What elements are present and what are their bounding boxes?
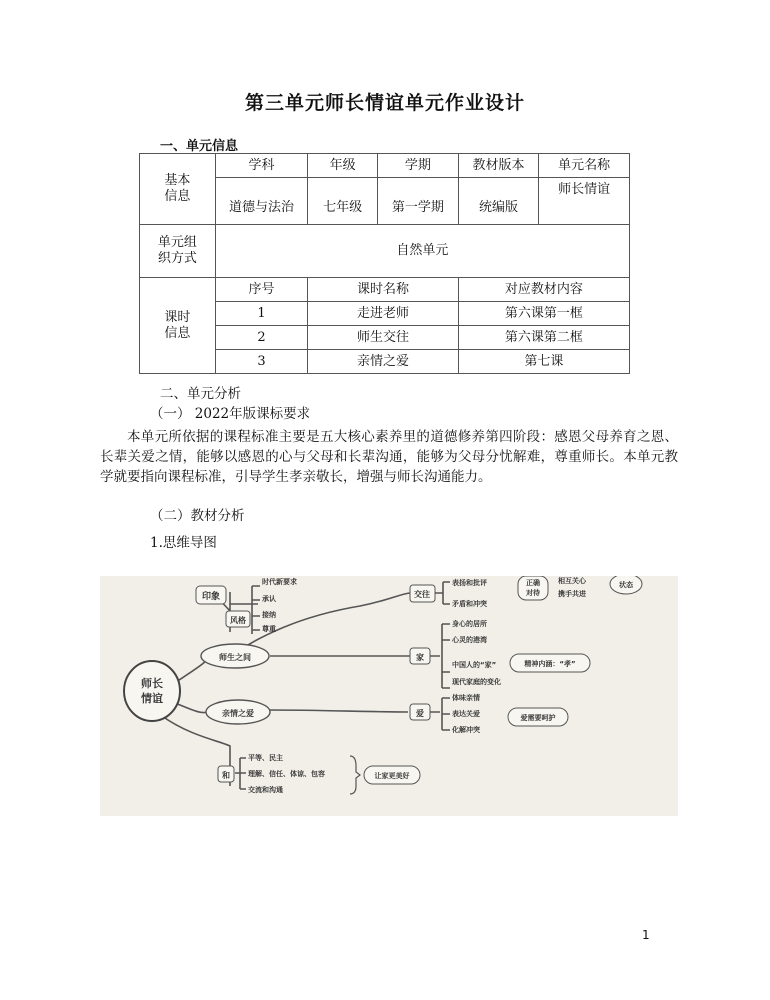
body-paragraph: 本单元所依据的课程标准主要是五大核心素养里的道德修养第四阶段：感恩父母养育之恩、长辈关爱之情，能够以感恩的心与父母和长辈沟通，能够为父母分忧解难，尊重师长。本单元教学就要指向课程标准，引导学生孝亲敬长，增强与师长沟通能力。: [100, 429, 678, 485]
node-zhengque-line1: 正确: [526, 579, 540, 587]
ai-item: 表达关爱: [452, 710, 480, 718]
subheading-textbook: （二）教材分析: [150, 508, 245, 524]
lesson-content: 第六课第二框: [458, 326, 629, 350]
lesson-header-number: 序号: [215, 278, 308, 302]
node-fengge: 风格: [230, 616, 246, 625]
header-subject: 学科: [215, 154, 308, 178]
lesson-name: 走进老师: [308, 302, 458, 326]
jia-item: 身心的居所: [452, 620, 487, 628]
section-heading-unit-info: 一、单元信息: [160, 139, 239, 154]
lesson-content: 第六课第一框: [458, 302, 629, 326]
lesson-header-content: 对应教材内容: [458, 278, 629, 302]
mind-map: [100, 576, 678, 816]
node-shisheng: 师生之间: [219, 653, 251, 662]
ai-item: 化解冲突: [452, 726, 480, 734]
ai-item: 体味亲情: [452, 694, 480, 702]
he-item: 交流和沟通: [248, 786, 283, 794]
node-zhuangtai: 状态: [619, 581, 633, 589]
fengge-item: 接纳: [262, 611, 276, 619]
xiangsheng-item: 携手共进: [558, 590, 586, 598]
value-unit-name: 师长情谊: [539, 178, 630, 225]
node-he-result: 让家更美好: [374, 772, 410, 780]
subheading-curriculum: （一） 2022年版课标要求: [150, 406, 311, 422]
header-edition: 教材版本: [458, 154, 539, 178]
value-subject: 道德与法治: [215, 178, 308, 225]
value-edition: 统编版: [458, 178, 539, 225]
lesson-info-label: 课时 信息: [140, 278, 216, 374]
fengge-item: 尊重: [262, 625, 276, 633]
node-yinxiang: 印象: [201, 592, 221, 602]
node-jiaowang: 交往: [414, 590, 430, 599]
node-ai: 爱: [416, 709, 424, 718]
jiaowang-item: 矛盾和冲突: [452, 600, 487, 608]
lesson-name: 师生交往: [308, 326, 458, 350]
header-unit-name: 单元名称: [539, 154, 630, 178]
node-jia: 家: [416, 653, 424, 662]
header-grade: 年级: [308, 154, 378, 178]
unit-info-table: [139, 153, 630, 374]
section-heading-unit-analysis: 二、单元分析: [160, 386, 241, 402]
page-title: 第三单元师长情谊单元作业设计: [244, 92, 525, 114]
node-jingshen: 精神内涵：“孝”: [524, 660, 576, 668]
fengge-item: 时代新要求: [262, 578, 297, 586]
lesson-number: 2: [215, 326, 308, 350]
center-node-line2: 情谊: [141, 692, 163, 705]
jia-item: 现代家庭的变化: [452, 678, 501, 686]
he-item: 平等、民主: [248, 754, 283, 762]
lesson-content: 第七课: [458, 350, 629, 374]
he-item: 理解、信任、体谅、包容: [248, 770, 325, 778]
node-ai-result: 爱需要呵护: [520, 714, 556, 722]
jia-item: 心灵的港湾: [452, 636, 487, 644]
page-number: 1: [642, 928, 650, 942]
item-mindmap-label: 1.思维导图: [150, 535, 217, 551]
node-zhengque-line2: 对待: [526, 589, 540, 597]
basic-info-label: 基本 信息: [140, 154, 216, 225]
lesson-name: 亲情之爱: [308, 350, 458, 374]
org-value: 自然单元: [215, 225, 629, 278]
value-semester: 第一学期: [378, 178, 459, 225]
jiaowang-item: 表扬和批评: [452, 579, 487, 587]
center-node-line1: 师长: [141, 677, 163, 690]
lesson-number: 3: [215, 350, 308, 374]
node-he: 和: [222, 771, 230, 780]
fengge-item: 承认: [262, 595, 276, 603]
org-label: 单元组 织方式: [140, 225, 216, 278]
node-qinqing: 亲情之爱: [222, 709, 254, 718]
lesson-number: 1: [215, 302, 308, 326]
jia-item: 中国人的“家”: [452, 661, 497, 669]
value-grade: 七年级: [308, 178, 378, 225]
header-semester: 学期: [378, 154, 459, 178]
lesson-header-name: 课时名称: [308, 278, 458, 302]
xiangsheng-item: 相互关心: [558, 577, 586, 585]
